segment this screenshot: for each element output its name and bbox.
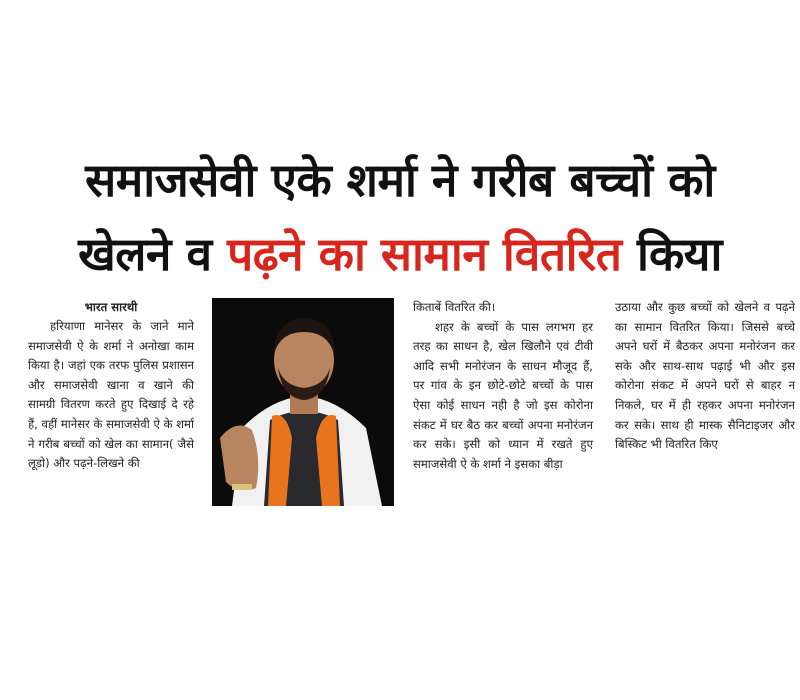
column-3-text: शहर के बच्चों के पास लगभग हर तरह का साधन है, खेल खिलौने एवं टीवी आदि सभी मनोरंजन के साधन मौजूद हैं, पर गांव के इन छोटे-छोटे बच्चों के पास ऐसा कोई साधन नही है जो इस कोरोना संकट में घर बैठ कर बच्चों अपना मनोरंजन कर सके। इसी को ध्यान में रखते हुए समाजसेवी ऐ के शर्मा ने इसका बीड़ा	[413, 319, 593, 471]
portrait-illustration	[212, 298, 394, 506]
byline: भारत सारथी	[84, 300, 138, 314]
article-column-1	[28, 298, 194, 474]
headline-line-2-end: किया	[621, 227, 722, 281]
headline-line-1: समाजसेवी एके शर्मा ने गरीब बच्चों को	[85, 153, 715, 207]
column-1-text: हरियाणा मानेसर के जाने माने समाजसेवी ऐ के शर्मा ने अनोखा काम किया है। जहां एक तरफ पुलिस प्रशासन और समाजसेवी खाना व खाने की सामग्री वितरण करते हुए दिखाई दे रहे हैं, वहीं मानेसर के समाजसेवी ऐ के शर्मा ने गरीब बच्चों को खेल का सामान( जैसे लूडो) और पढ़ने-लिखने की	[28, 319, 194, 471]
column-4-text: उठाया और कुछ बच्चों को खेलने व पढ़ने का सामान वितरित किया। जिससे बच्चे अपने घरों में बैठकर अपना मनोरंजन कर सके और साथ-साथ पढ़ाई भी और इस कोरोना संकट में अपने घरों से बाहर न निकले, घर में ही रहकर अपना मनोरंजन कर सके। साथ ही मास्क सैनिटाइजर और बिस्किट भी वितरित किए	[615, 300, 795, 452]
headline-highlight: पढ़ने का सामान वितरित	[227, 227, 622, 281]
headline-line-2-start: खेलने व	[78, 227, 228, 281]
portrait-photo	[212, 298, 394, 506]
column-3-lead: किताबें वितरित की।	[413, 300, 496, 314]
article-column-3	[413, 298, 593, 474]
headline-line-2	[0, 224, 800, 284]
article-column-4	[615, 298, 795, 455]
